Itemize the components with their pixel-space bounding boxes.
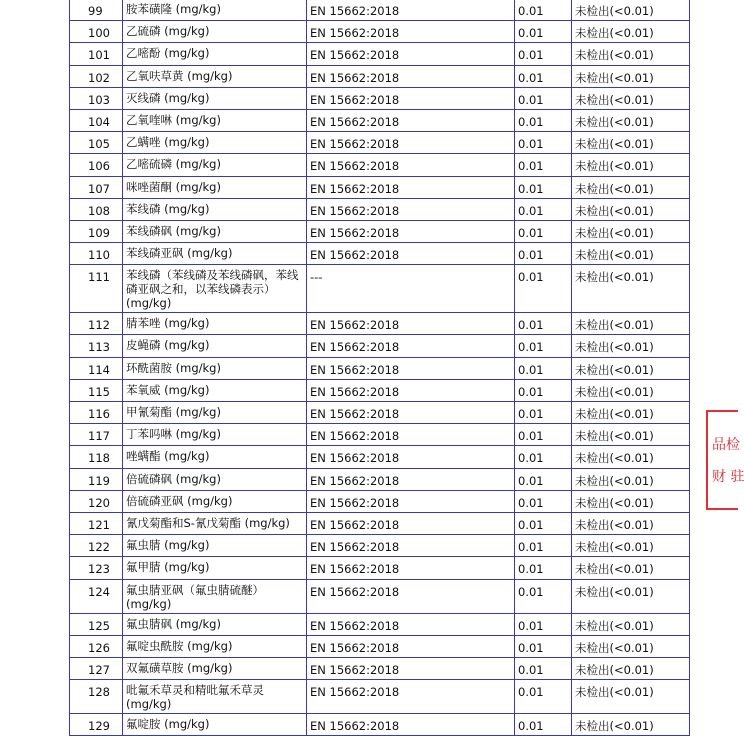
item-number: 105 (70, 132, 123, 154)
detection-limit: 0.01 (515, 109, 572, 131)
table-row (70, 154, 690, 176)
detection-limit: 0.01 (515, 635, 572, 657)
item-name: 氟啶胺 (mg/kg) (123, 714, 307, 736)
test-result: 未检出(<0.01) (572, 635, 690, 657)
item-name: 双氟磺草胺 (mg/kg) (123, 657, 307, 679)
item-number: 129 (70, 714, 123, 736)
item-name: 环酰菌胺 (mg/kg) (123, 357, 307, 379)
table-row (70, 176, 690, 198)
item-number: 108 (70, 198, 123, 220)
item-name: 皮蝇磷 (mg/kg) (123, 335, 307, 357)
test-result: 未检出(<0.01) (572, 379, 690, 401)
test-result: 未检出(<0.01) (572, 490, 690, 512)
detection-limit: 0.01 (515, 402, 572, 424)
table-row (70, 243, 690, 265)
test-result: 未检出(<0.01) (572, 265, 690, 313)
item-name: 乙氧呋草黄 (mg/kg) (123, 65, 307, 87)
table-row (70, 43, 690, 65)
test-result: 未检出(<0.01) (572, 657, 690, 679)
detection-limit: 0.01 (515, 657, 572, 679)
detection-limit: 0.01 (515, 490, 572, 512)
test-method: --- (307, 265, 515, 313)
table-row (70, 446, 690, 468)
test-method: EN 15662:2018 (307, 657, 515, 679)
item-number: 102 (70, 65, 123, 87)
detection-limit: 0.01 (515, 557, 572, 579)
test-method: EN 15662:2018 (307, 446, 515, 468)
test-result: 未检出(<0.01) (572, 468, 690, 490)
detection-limit: 0.01 (515, 714, 572, 736)
test-result: 未检出(<0.01) (572, 243, 690, 265)
item-name: 苯线磷亚砜 (mg/kg) (123, 243, 307, 265)
table-row (70, 87, 690, 109)
item-name: 氟虫腈亚砜（氟虫腈硫醚） (mg/kg) (123, 579, 307, 613)
test-result: 未检出(<0.01) (572, 714, 690, 736)
test-method: EN 15662:2018 (307, 313, 515, 335)
item-name: 苯线磷砜 (mg/kg) (123, 220, 307, 242)
test-method: EN 15662:2018 (307, 176, 515, 198)
item-number: 125 (70, 613, 123, 635)
table-row (70, 613, 690, 635)
item-name: 乙氧喹啉 (mg/kg) (123, 109, 307, 131)
test-result: 未检出(<0.01) (572, 357, 690, 379)
item-name: 胺苯磺隆 (mg/kg) (123, 0, 307, 21)
test-result: 未检出(<0.01) (572, 87, 690, 109)
test-method: EN 15662:2018 (307, 109, 515, 131)
item-number: 121 (70, 512, 123, 534)
table-row (70, 357, 690, 379)
detection-limit: 0.01 (515, 613, 572, 635)
test-method: EN 15662:2018 (307, 635, 515, 657)
test-method: EN 15662:2018 (307, 535, 515, 557)
test-method: EN 15662:2018 (307, 379, 515, 401)
detection-limit: 0.01 (515, 198, 572, 220)
item-name: 氟啶虫酰胺 (mg/kg) (123, 635, 307, 657)
test-method: EN 15662:2018 (307, 490, 515, 512)
table-row (70, 512, 690, 534)
test-method: EN 15662:2018 (307, 0, 515, 21)
detection-limit: 0.01 (515, 265, 572, 313)
test-method: EN 15662:2018 (307, 613, 515, 635)
item-number: 99 (70, 0, 123, 21)
test-results-table (69, 0, 690, 736)
table-row (70, 132, 690, 154)
detection-limit: 0.01 (515, 379, 572, 401)
test-result: 未检出(<0.01) (572, 680, 690, 714)
item-name: 灭线磷 (mg/kg) (123, 87, 307, 109)
test-result: 未检出(<0.01) (572, 0, 690, 21)
detection-limit: 0.01 (515, 154, 572, 176)
item-name: 苯氧威 (mg/kg) (123, 379, 307, 401)
table-row (70, 657, 690, 679)
test-method: EN 15662:2018 (307, 132, 515, 154)
item-name: 唑螨酯 (mg/kg) (123, 446, 307, 468)
item-name: 腈苯唑 (mg/kg) (123, 313, 307, 335)
table-row (70, 220, 690, 242)
item-number: 126 (70, 635, 123, 657)
test-method: EN 15662:2018 (307, 43, 515, 65)
item-number: 112 (70, 313, 123, 335)
test-method: EN 15662:2018 (307, 680, 515, 714)
test-result: 未检出(<0.01) (572, 557, 690, 579)
detection-limit: 0.01 (515, 535, 572, 557)
item-name: 倍硫磷亚砜 (mg/kg) (123, 490, 307, 512)
detection-limit: 0.01 (515, 579, 572, 613)
test-method: EN 15662:2018 (307, 579, 515, 613)
item-number: 101 (70, 43, 123, 65)
table-row (70, 109, 690, 131)
item-number: 123 (70, 557, 123, 579)
test-method: EN 15662:2018 (307, 243, 515, 265)
item-number: 116 (70, 402, 123, 424)
table-row (70, 379, 690, 401)
table-row (70, 21, 690, 43)
table-row (70, 335, 690, 357)
detection-limit: 0.01 (515, 243, 572, 265)
item-name: 倍硫磷砜 (mg/kg) (123, 468, 307, 490)
item-name: 乙螨唑 (mg/kg) (123, 132, 307, 154)
table-row (70, 579, 690, 613)
table-row (70, 424, 690, 446)
test-method: EN 15662:2018 (307, 424, 515, 446)
item-number: 114 (70, 357, 123, 379)
detection-limit: 0.01 (515, 468, 572, 490)
item-number: 118 (70, 446, 123, 468)
test-method: EN 15662:2018 (307, 357, 515, 379)
test-method: EN 15662:2018 (307, 468, 515, 490)
test-method: EN 15662:2018 (307, 87, 515, 109)
test-method: EN 15662:2018 (307, 402, 515, 424)
item-number: 113 (70, 335, 123, 357)
item-number: 117 (70, 424, 123, 446)
test-result: 未检出(<0.01) (572, 109, 690, 131)
test-result: 未检出(<0.01) (572, 512, 690, 534)
item-number: 110 (70, 243, 123, 265)
detection-limit: 0.01 (515, 424, 572, 446)
item-number: 111 (70, 265, 123, 313)
stamp-text-line-1: 品检 (712, 437, 740, 453)
item-number: 122 (70, 535, 123, 557)
table-row (70, 680, 690, 714)
table-row (70, 65, 690, 87)
item-number: 106 (70, 154, 123, 176)
test-result: 未检出(<0.01) (572, 446, 690, 468)
detection-limit: 0.01 (515, 87, 572, 109)
item-name: 氰戊菊酯和S-氰戊菊酯 (mg/kg) (123, 512, 307, 534)
stamp-text-line-2: 财 驻 (712, 469, 744, 485)
item-name: 咪唑菌酮 (mg/kg) (123, 176, 307, 198)
detection-limit: 0.01 (515, 357, 572, 379)
item-number: 107 (70, 176, 123, 198)
item-number: 104 (70, 109, 123, 131)
test-method: EN 15662:2018 (307, 557, 515, 579)
item-name: 乙嘧酚 (mg/kg) (123, 43, 307, 65)
test-result: 未检出(<0.01) (572, 402, 690, 424)
test-result: 未检出(<0.01) (572, 335, 690, 357)
test-result: 未检出(<0.01) (572, 154, 690, 176)
test-method: EN 15662:2018 (307, 154, 515, 176)
test-result: 未检出(<0.01) (572, 313, 690, 335)
table-row (70, 468, 690, 490)
table-row (70, 265, 690, 313)
test-method: EN 15662:2018 (307, 21, 515, 43)
table-row (70, 313, 690, 335)
detection-limit: 0.01 (515, 220, 572, 242)
detection-limit: 0.01 (515, 313, 572, 335)
table-row (70, 490, 690, 512)
test-result: 未检出(<0.01) (572, 424, 690, 446)
item-name: 吡氟禾草灵和精吡氟禾草灵 (mg/kg) (123, 680, 307, 714)
test-method: EN 15662:2018 (307, 512, 515, 534)
item-number: 115 (70, 379, 123, 401)
test-method: EN 15662:2018 (307, 65, 515, 87)
item-name: 乙硫磷 (mg/kg) (123, 21, 307, 43)
item-name: 氟甲腈 (mg/kg) (123, 557, 307, 579)
test-result: 未检出(<0.01) (572, 198, 690, 220)
item-number: 119 (70, 468, 123, 490)
item-number: 128 (70, 680, 123, 714)
detection-limit: 0.01 (515, 43, 572, 65)
detection-limit: 0.01 (515, 65, 572, 87)
detection-limit: 0.01 (515, 335, 572, 357)
table-row (70, 402, 690, 424)
item-number: 103 (70, 87, 123, 109)
test-result: 未检出(<0.01) (572, 613, 690, 635)
item-number: 100 (70, 21, 123, 43)
detection-limit: 0.01 (515, 0, 572, 21)
detection-limit: 0.01 (515, 21, 572, 43)
item-name: 乙嘧硫磷 (mg/kg) (123, 154, 307, 176)
table-row (70, 198, 690, 220)
table-row (70, 714, 690, 736)
item-name: 苯线磷（苯线磷及苯线磷砜，苯线磷亚砜之和，以苯线磷表示） (mg/kg) (123, 265, 307, 313)
test-method: EN 15662:2018 (307, 198, 515, 220)
item-name: 苯线磷 (mg/kg) (123, 198, 307, 220)
table-row (70, 0, 690, 21)
test-method: EN 15662:2018 (307, 335, 515, 357)
test-result: 未检出(<0.01) (572, 579, 690, 613)
test-method: EN 15662:2018 (307, 220, 515, 242)
test-result: 未检出(<0.01) (572, 220, 690, 242)
test-result: 未检出(<0.01) (572, 535, 690, 557)
item-name: 氟虫腈砜 (mg/kg) (123, 613, 307, 635)
detection-limit: 0.01 (515, 132, 572, 154)
test-result: 未检出(<0.01) (572, 43, 690, 65)
item-name: 丁苯吗啉 (mg/kg) (123, 424, 307, 446)
item-number: 120 (70, 490, 123, 512)
table-row (70, 535, 690, 557)
item-number: 109 (70, 220, 123, 242)
item-name: 氟虫腈 (mg/kg) (123, 535, 307, 557)
item-name: 甲氰菊酯 (mg/kg) (123, 402, 307, 424)
test-result: 未检出(<0.01) (572, 132, 690, 154)
table-row (70, 557, 690, 579)
table-body (70, 0, 690, 736)
detection-limit: 0.01 (515, 512, 572, 534)
test-result: 未检出(<0.01) (572, 65, 690, 87)
detection-limit: 0.01 (515, 176, 572, 198)
table-row (70, 635, 690, 657)
detection-limit: 0.01 (515, 446, 572, 468)
red-stamp-fragment (706, 410, 744, 510)
test-method: EN 15662:2018 (307, 714, 515, 736)
test-result: 未检出(<0.01) (572, 21, 690, 43)
item-number: 124 (70, 579, 123, 613)
detection-limit: 0.01 (515, 680, 572, 714)
item-number: 127 (70, 657, 123, 679)
test-result: 未检出(<0.01) (572, 176, 690, 198)
